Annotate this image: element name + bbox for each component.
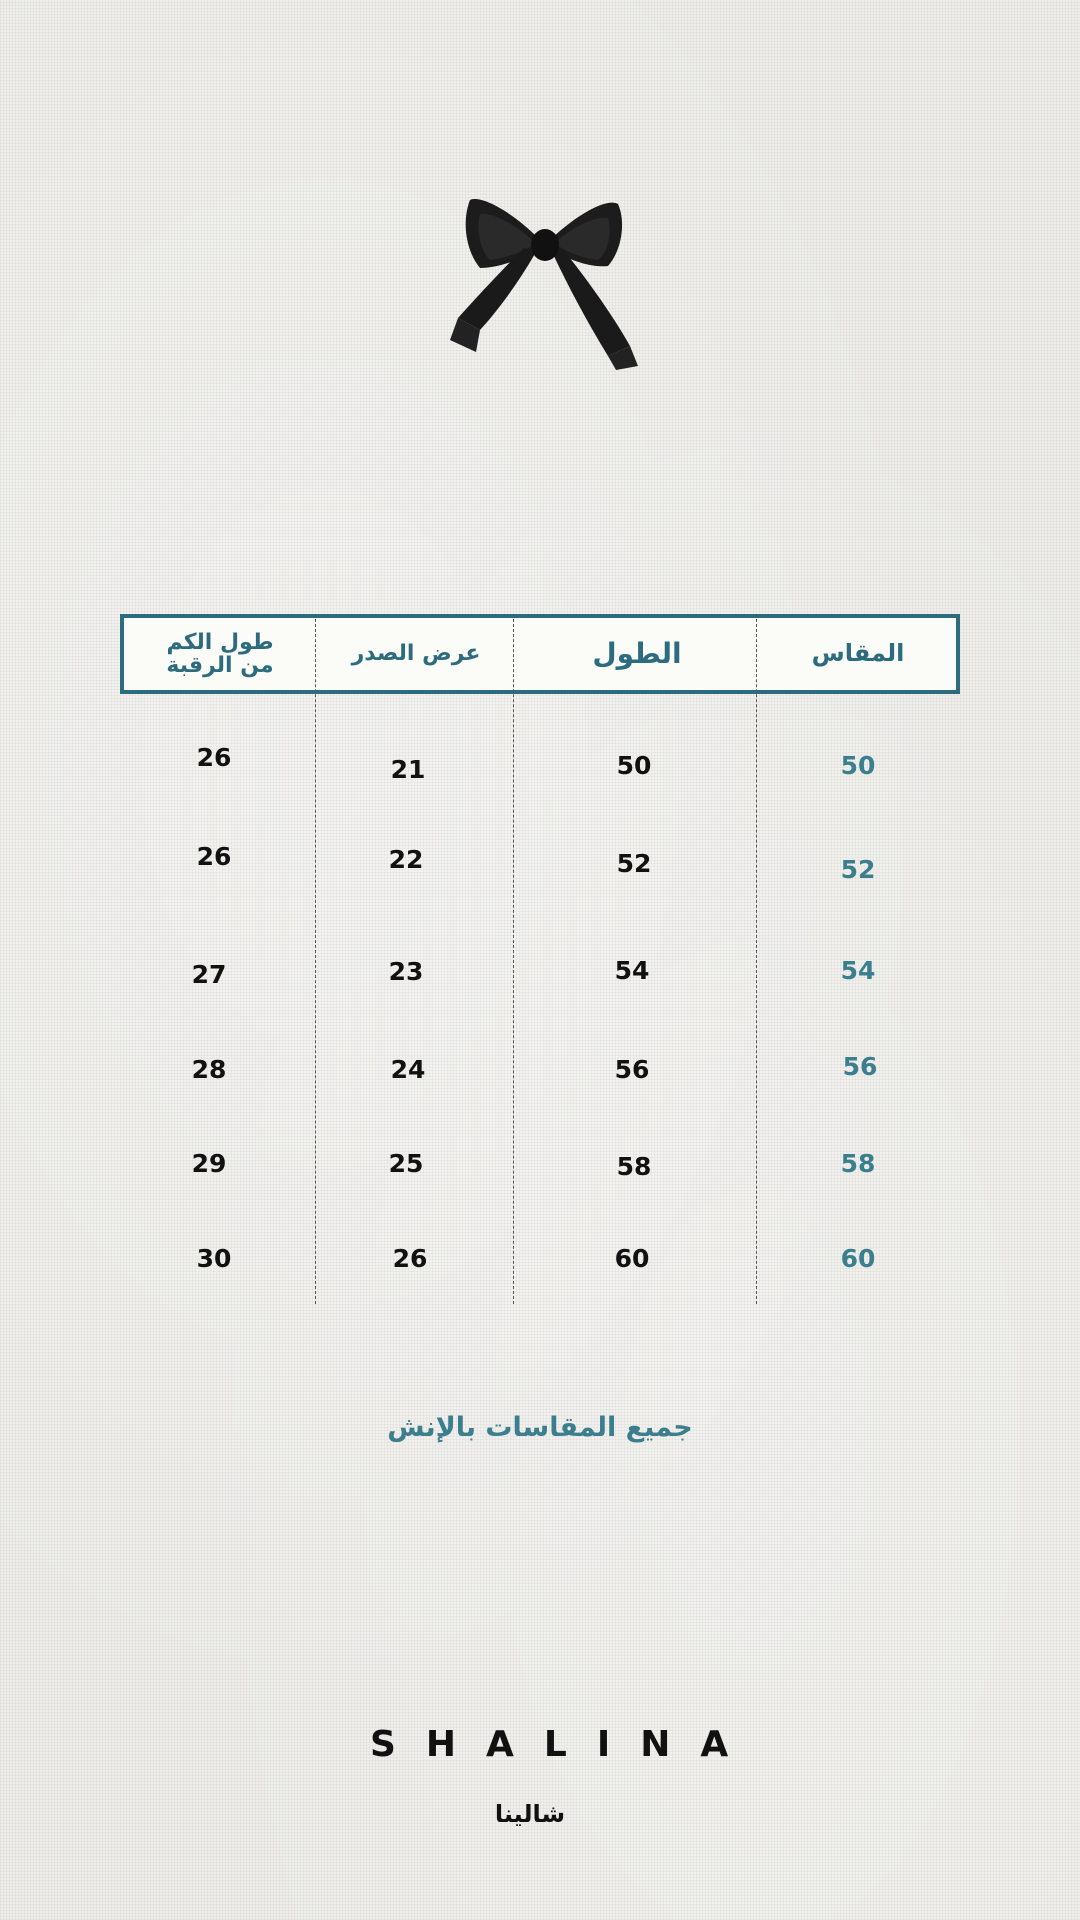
column-divider (756, 614, 757, 1304)
table-cell-chest: 26 (392, 1244, 428, 1273)
header-sleeve-length-line2: من الرقبة (166, 653, 274, 678)
table-cell-length: 54 (614, 956, 650, 985)
bow-icon (440, 190, 650, 370)
brand-name-arabic: شالينا (494, 1800, 566, 1828)
table-cell-length: 60 (614, 1244, 650, 1273)
table-cell-length: 52 (616, 849, 652, 878)
header-sleeve-length (124, 618, 316, 690)
header-chest-width: عرض الصدر (351, 641, 481, 667)
table-cell-sleeve: 29 (191, 1149, 227, 1178)
table-cell-chest: 22 (388, 845, 424, 874)
header-length: الطول (592, 637, 682, 671)
column-divider (513, 614, 514, 1304)
table-cell-size: 52 (840, 855, 876, 884)
table-cell-chest: 21 (390, 755, 426, 784)
table-cell-size: 60 (840, 1244, 876, 1273)
table-cell-size: 54 (840, 956, 876, 985)
table-cell-chest: 23 (388, 957, 424, 986)
table-cell-sleeve: 27 (191, 960, 227, 989)
header-sleeve-length-line1: طول الكم (166, 629, 274, 655)
table-cell-chest: 25 (388, 1149, 424, 1178)
column-divider (315, 614, 316, 1304)
table-cell-sleeve: 26 (196, 743, 232, 772)
table-cell-size: 50 (840, 751, 876, 780)
header-size: المقاس (811, 639, 905, 668)
table-cell-sleeve: 30 (196, 1244, 232, 1273)
table-cell-sleeve: 26 (196, 842, 232, 871)
table-header (120, 614, 960, 694)
table-cell-chest: 24 (390, 1055, 426, 1084)
table-cell-length: 50 (616, 751, 652, 780)
table-cell-size: 56 (842, 1052, 878, 1081)
table-cell-length: 56 (614, 1055, 650, 1084)
table-cell-sleeve: 28 (191, 1055, 227, 1084)
table-cell-length: 58 (616, 1152, 652, 1181)
units-note: جميع المقاسات بالإنش (387, 1412, 693, 1443)
brand-name-latin: SHALINA (370, 1724, 759, 1765)
table-cell-size: 58 (840, 1149, 876, 1178)
